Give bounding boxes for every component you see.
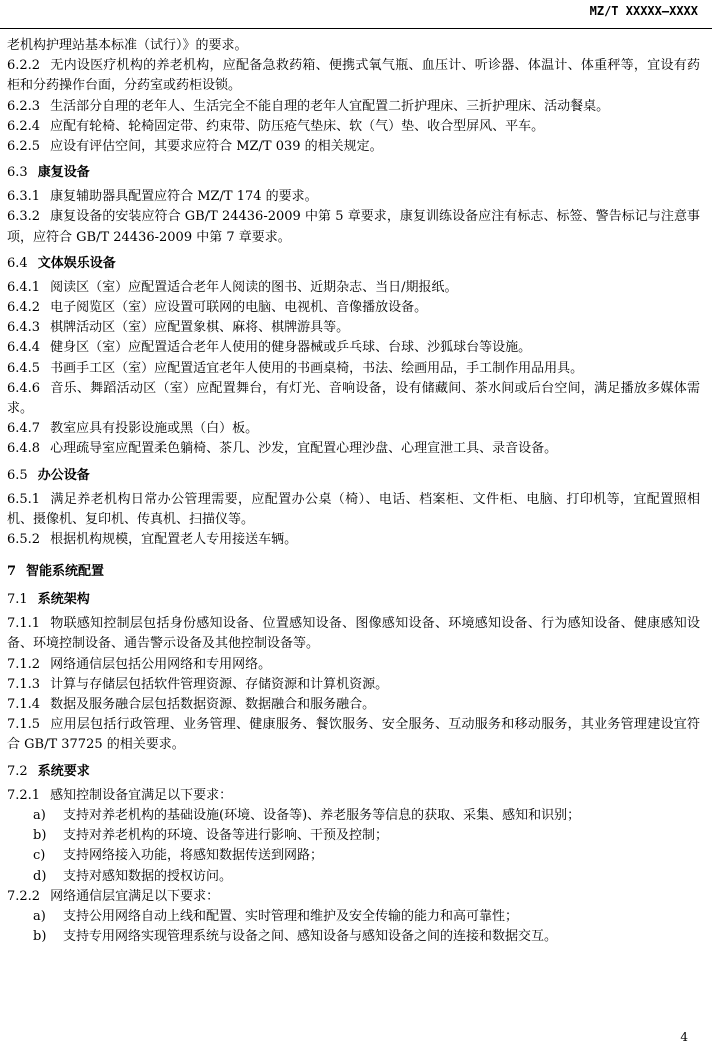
clause-number: 6.4.2 xyxy=(7,300,41,316)
clause-text: 康复设备的安装应符合 GB/T 24436-2009 中第 5 章要求，康复训练设备应注有标志、标签、警告标记与注意事项，应符合 GB/T 24436-2009 中第 7 章要求。 xyxy=(7,209,700,245)
section-heading xyxy=(7,590,700,610)
list-item xyxy=(7,846,700,866)
clause-text: 应用层包括行政管理、业务管理、健康服务、餐饮服务、安全服务、互动服务和移动服务，其业务管理建设宜符合 GB/T 37725 的相关要求。 xyxy=(7,717,700,753)
clause-text: 网络通信层宜满足以下要求： xyxy=(50,888,220,904)
clause-number: 6.4.3 xyxy=(7,320,41,336)
heading-text: 康复设备 xyxy=(37,165,90,181)
clause-text: 物联感知控制层包括身份感知设备、位置感知设备、图像感知设备、环境感知设备、行为感知设备、健康感知设备、环境控制设备、通告警示设备及其他控制设备等。 xyxy=(7,616,700,652)
list-text: 支持网络接入功能，将感知数据传送到网路； xyxy=(63,848,324,864)
clause-number: 6.3.2 xyxy=(7,209,41,225)
clause-number: 7.2 xyxy=(7,763,28,779)
document-body xyxy=(7,36,700,947)
clause-text: 康复辅助器具配置应符合 MZ/T 174 的要求。 xyxy=(50,189,318,205)
clause-number: 6.2.3 xyxy=(7,98,41,114)
clause-text: 感知控制设备宜满足以下要求： xyxy=(50,787,233,803)
clause-text: 网络通信层包括公用网络和专用网络。 xyxy=(50,656,272,672)
clause-text: 教室应具有投影设施或黑（白）板。 xyxy=(50,421,259,437)
clause-number: 7.2.2 xyxy=(7,888,41,904)
page-number: 4 xyxy=(680,1030,688,1044)
clause-number: 6.2.4 xyxy=(7,118,41,134)
clause-number: 6.4.5 xyxy=(7,360,41,376)
clause-item xyxy=(7,530,700,550)
clause-number: 6.4.7 xyxy=(7,421,41,437)
clause-item xyxy=(7,359,700,379)
clause-number: 7.1.3 xyxy=(7,676,41,692)
list-item xyxy=(7,907,700,927)
clause-number: 7.2.1 xyxy=(7,787,41,803)
clause-number: 7.1 xyxy=(7,592,28,608)
clause-number: 6.4.8 xyxy=(7,441,41,457)
heading-text: 办公设备 xyxy=(37,467,90,483)
clause-item xyxy=(7,298,700,318)
clause-number: 7.1.5 xyxy=(7,717,41,733)
heading-text: 系统要求 xyxy=(37,763,90,779)
clause-number: 6.5.1 xyxy=(7,491,41,507)
clause-item xyxy=(7,490,700,530)
list-text: 支持专用网络实现管理系统与设备之间、感知设备与感知设备之间的连接和数据交互。 xyxy=(63,929,558,945)
clause-number: 6.2.2 xyxy=(7,58,41,74)
clause-item xyxy=(7,187,700,207)
clause-number: 6.2.5 xyxy=(7,139,41,155)
list-item xyxy=(7,867,700,887)
list-text: 支持对感知数据的授权访问。 xyxy=(63,868,233,884)
clause-text: 健身区（室）应配置适合老年人使用的健身器械或乒乓球、台球、沙狐球台等设施。 xyxy=(50,340,532,356)
section-heading xyxy=(7,254,700,274)
clause-item xyxy=(7,137,700,157)
section-heading xyxy=(7,562,700,582)
section-heading xyxy=(7,762,700,782)
list-item xyxy=(7,927,700,947)
clause-text: 音乐、舞蹈活动区（室）应配置舞台，有灯光、音响设备，设有储藏间、茶水间或后台空间，满足播放多媒体需求。 xyxy=(7,380,700,417)
clause-number: 7.1.2 xyxy=(7,656,41,672)
clause-item xyxy=(7,786,700,806)
section-heading xyxy=(7,163,700,183)
clause-item xyxy=(7,338,700,358)
clause-number: 6.4.4 xyxy=(7,340,41,356)
list-marker: d) xyxy=(33,868,47,884)
clause-item xyxy=(7,655,700,675)
clause-number: 7 xyxy=(7,564,17,580)
clause-number: 6.5 xyxy=(7,467,28,483)
clause-item xyxy=(7,117,700,137)
clause-text: 应设有评估空间，其要求应符合 MZ/T 039 的相关规定。 xyxy=(50,139,383,155)
clause-item xyxy=(7,379,700,419)
clause-text: 电子阅览区（室）应设置可联网的电脑、电视机、音像播放设备。 xyxy=(50,300,428,316)
clause-number: 6.5.2 xyxy=(7,532,41,548)
clause-item xyxy=(7,278,700,298)
clause-text: 应配有轮椅、轮椅固定带、约束带、防压疮气垫床、软（气）垫、收合型屏风、平车。 xyxy=(50,118,545,134)
clause-text: 计算与存储层包括软件管理资源、存储资源和计算机资源。 xyxy=(50,676,389,692)
clause-item xyxy=(7,419,700,439)
list-item xyxy=(7,806,700,826)
clause-item xyxy=(7,695,700,715)
clause-item xyxy=(7,715,700,755)
clause-number: 6.4.6 xyxy=(7,380,41,396)
clause-item xyxy=(7,56,700,96)
clause-text: 棋牌活动区（室）应配置象棋、麻将、棋牌游具等。 xyxy=(50,320,350,336)
clause-item xyxy=(7,97,700,117)
clause-text: 数据及服务融合层包括数据资源、数据融合和服务融合。 xyxy=(50,697,376,713)
list-marker: a) xyxy=(33,908,46,924)
clause-number: 7.1.4 xyxy=(7,697,41,713)
clause-text: 满足养老机构日常办公管理需要，应配置办公桌（椅）、电话、档案柜、文件柜、电脑、打印机等，宜配置照相机、摄像机、复印机、传真机、扫描仪等。 xyxy=(7,491,700,527)
clause-text: 无内设医疗机构的养老机构，应配备急救药箱、便携式氧气瓶、血压计、听诊器、体温计、体重秤等，宜设有药柜和分药操作台面，分药室或药柜设锁。 xyxy=(7,58,700,94)
paragraph: 老机构护理站基本标准（试行）》的要求。 xyxy=(7,38,248,53)
clause-text: 根据机构规模，宜配置老人专用接送车辆。 xyxy=(50,532,298,548)
clause-number: 6.4 xyxy=(7,255,28,271)
page-header xyxy=(0,0,712,29)
heading-text: 智能系统配置 xyxy=(26,564,105,580)
standard-code: MZ/T XXXXX—XXXX xyxy=(589,4,698,18)
list-marker: b) xyxy=(33,828,47,844)
clause-text: 书画手工区（室）应配置适宜老年人使用的书画桌椅，书法、绘画用品，手工制作用品用具。 xyxy=(50,360,584,376)
section-heading xyxy=(7,466,700,486)
heading-text: 系统架构 xyxy=(37,592,90,608)
list-marker: b) xyxy=(33,929,47,945)
clause-item xyxy=(7,318,700,338)
clause-item xyxy=(7,614,700,654)
list-text: 支持对养老机构的基础设施(环境、设备等)、养老服务等信息的获取、采集、感知和识别； xyxy=(63,807,581,823)
list-text: 支持公用网络自动上线和配置、实时管理和维护及安全传输的能力和高可靠性； xyxy=(63,908,519,924)
clause-item xyxy=(7,439,700,459)
list-marker: c) xyxy=(33,848,46,864)
clause-number: 6.3 xyxy=(7,165,28,181)
clause-item xyxy=(7,675,700,695)
clause-number: 6.4.1 xyxy=(7,279,41,295)
heading-text: 文体娱乐设备 xyxy=(37,255,116,271)
list-text: 支持对养老机构的环境、设备等进行影响、干预及控制； xyxy=(63,828,389,844)
clause-text: 心理疏导室应配置柔色躺椅、茶几、沙发，宜配置心理沙盘、心理宣泄工具、录音设备。 xyxy=(50,441,558,457)
clause-item xyxy=(7,207,700,247)
clause-number: 7.1.1 xyxy=(7,616,41,632)
clause-item xyxy=(7,887,700,907)
clause-number: 6.3.1 xyxy=(7,189,41,205)
list-item xyxy=(7,826,700,846)
clause-text: 生活部分自理的老年人、生活完全不能自理的老年人宜配置二折护理床、三折护理床、活动餐桌。 xyxy=(50,98,610,114)
list-marker: a) xyxy=(33,807,46,823)
clause-text: 阅读区（室）应配置适合老年人阅读的图书、近期杂志、当日/期报纸。 xyxy=(50,279,458,295)
